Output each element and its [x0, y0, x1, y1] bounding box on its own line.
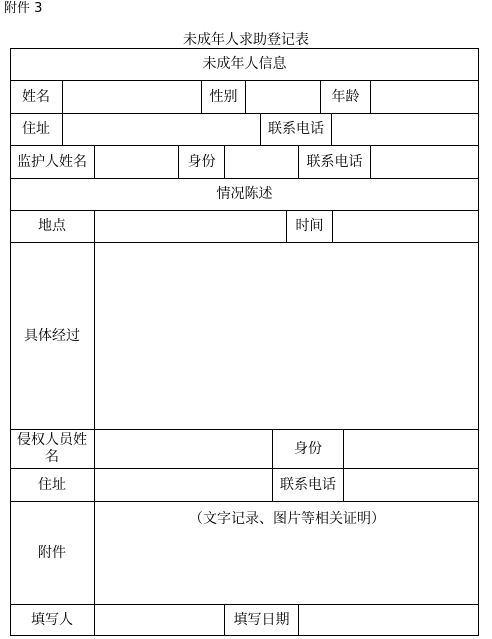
- label-contact-phone: 联系电话: [268, 121, 324, 137]
- label-name: 姓名: [22, 88, 50, 105]
- label-gender: 性别: [209, 88, 238, 105]
- attachments-field[interactable]: [95, 502, 479, 604]
- label-location: 地点: [38, 218, 66, 234]
- label-offender-address: 住址: [38, 476, 66, 493]
- name-field[interactable]: [63, 81, 201, 113]
- attachments-hint: （文字记录、图片等相关证明）: [189, 511, 385, 527]
- label-age: 年龄: [331, 88, 360, 105]
- label-address: 住址: [22, 121, 50, 137]
- label-offender-phone: 联系电话: [280, 476, 336, 493]
- label-filled-by: 填写人: [31, 612, 73, 628]
- label-offender-identity: 身份: [294, 440, 322, 457]
- form-title: 未成年人求助登记表: [183, 32, 309, 48]
- label-identity: 身份: [187, 153, 216, 170]
- gender-field[interactable]: [246, 81, 320, 113]
- location-field[interactable]: [95, 211, 286, 242]
- label-offender-name: 侵权人员姓名: [17, 432, 87, 465]
- label-guardian-name: 监护人姓名: [17, 153, 87, 170]
- fill-date-field[interactable]: [299, 605, 479, 636]
- label-attachments: 附件: [38, 544, 66, 561]
- label-time: 时间: [295, 218, 324, 234]
- attachment-number: 附件 3: [4, 1, 43, 16]
- details-field[interactable]: [95, 243, 479, 429]
- offender-address-field[interactable]: [95, 469, 272, 501]
- label-fill-date: 填写日期: [233, 612, 290, 628]
- label-guardian-phone: 联系电话: [306, 153, 363, 170]
- offender-identity-field[interactable]: [344, 430, 479, 468]
- registration-form-table: [10, 48, 479, 636]
- contact-phone-field[interactable]: [332, 114, 479, 145]
- guardian-name-field[interactable]: [95, 146, 178, 178]
- filled-by-field[interactable]: [95, 605, 224, 636]
- guardian-phone-field[interactable]: [371, 146, 479, 178]
- time-field[interactable]: [333, 211, 479, 242]
- offender-phone-field[interactable]: [344, 469, 479, 501]
- offender-name-field[interactable]: [95, 430, 272, 468]
- section-minor-info: 未成年人信息: [202, 56, 287, 72]
- section-situation: 情况陈述: [216, 186, 273, 202]
- age-field[interactable]: [371, 81, 479, 113]
- label-details: 具体经过: [24, 327, 80, 344]
- address-field[interactable]: [63, 114, 260, 145]
- identity-field[interactable]: [225, 146, 298, 178]
